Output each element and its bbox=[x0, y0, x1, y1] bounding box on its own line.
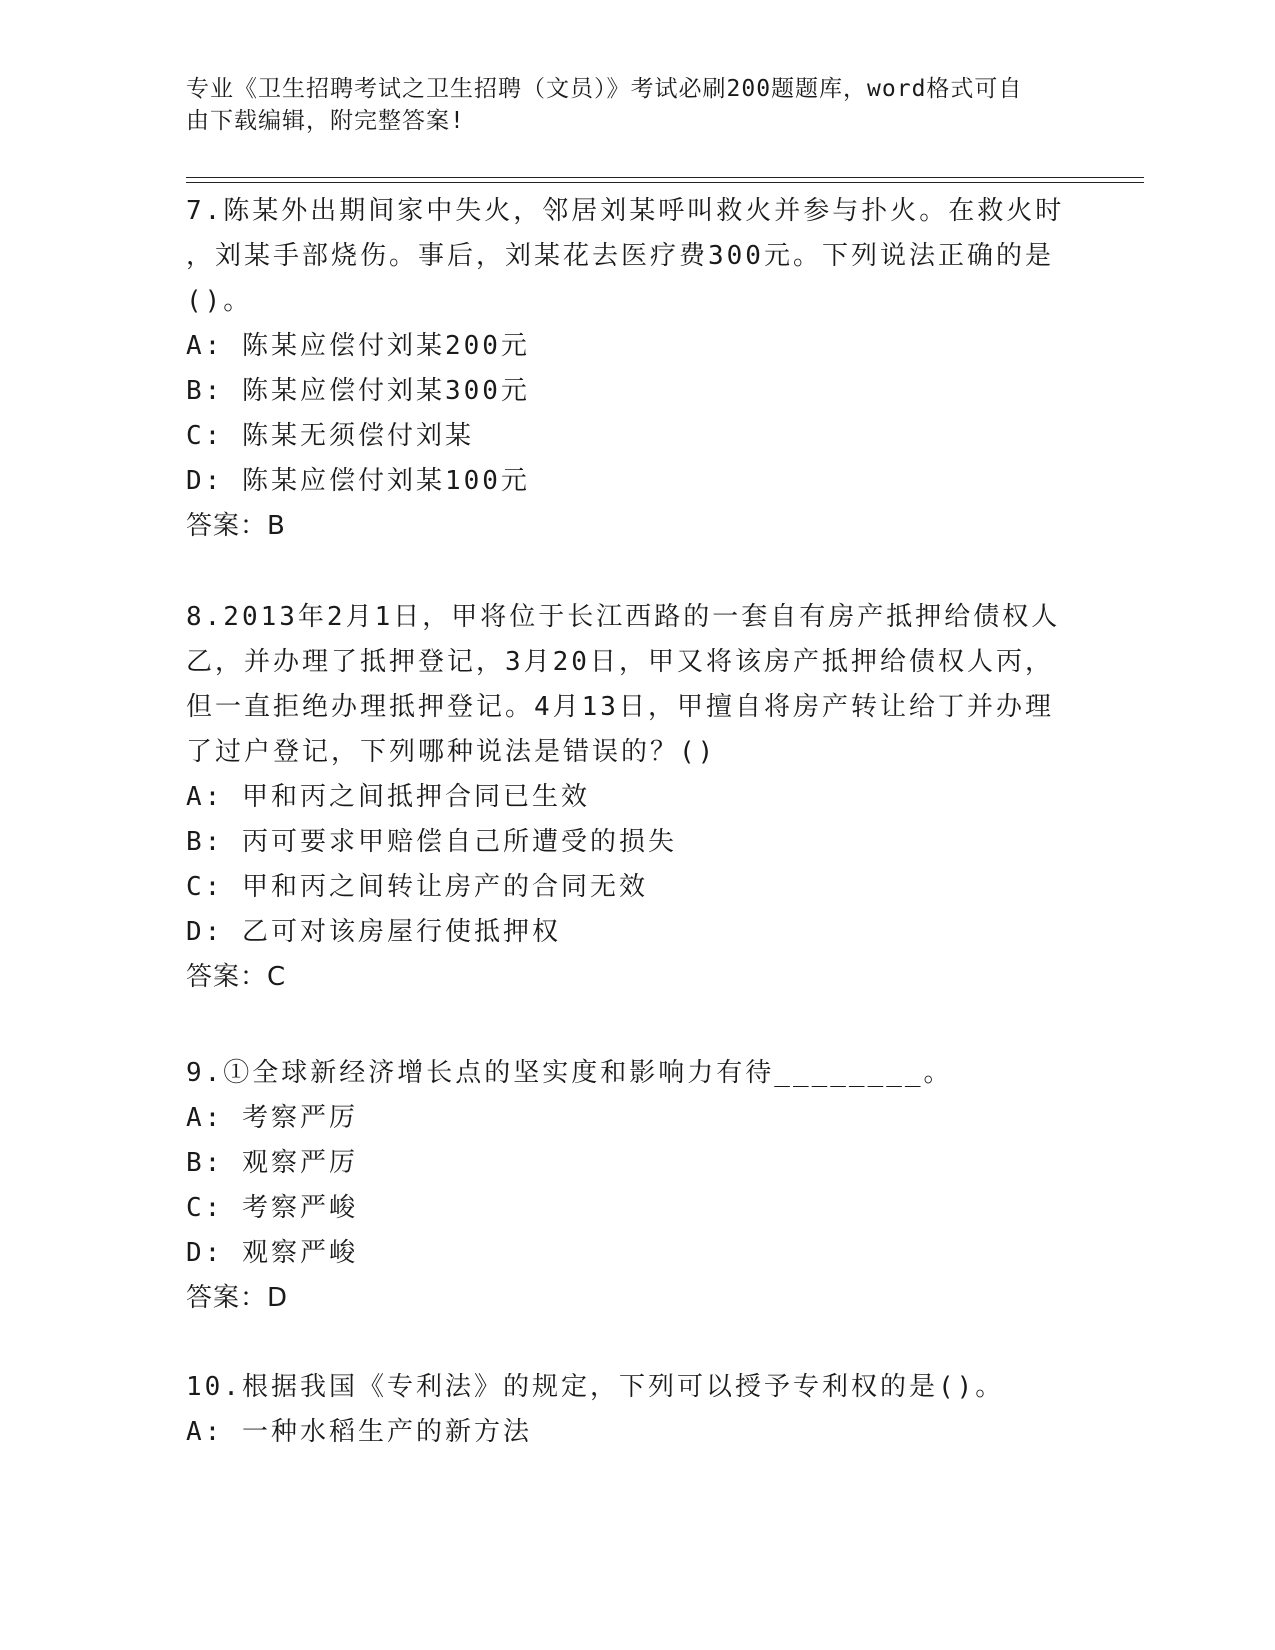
header-divider-top bbox=[186, 177, 1144, 178]
question-stem-line: ()。 bbox=[186, 286, 253, 316]
question-8 bbox=[186, 595, 1066, 1000]
question-stem-line: 乙，并办理了抵押登记，3月20日，甲又将该房产抵押给债权人丙， bbox=[186, 647, 1054, 677]
question-9 bbox=[186, 1051, 1066, 1321]
question-10 bbox=[186, 1365, 1066, 1455]
option-a: A: 陈某应偿付刘某200元 bbox=[186, 331, 530, 361]
option-b: B: 陈某应偿付刘某300元 bbox=[186, 376, 530, 406]
option-b: B: 观察严厉 bbox=[186, 1148, 358, 1178]
option-c: C: 甲和丙之间转让房产的合同无效 bbox=[186, 872, 648, 902]
question-stem-line: 了过户登记，下列哪种说法是错误的？() bbox=[186, 737, 717, 767]
question-stem-line: 10.根据我国《专利法》的规定，下列可以授予专利权的是()。 bbox=[186, 1372, 1005, 1402]
option-c: C: 陈某无须偿付刘某 bbox=[186, 421, 474, 451]
question-stem-line: 但一直拒绝办理抵押登记。4月13日，甲擅自将房产转让给丁并办理 bbox=[186, 692, 1054, 722]
question-stem-line: ，刘某手部烧伤。事后，刘某花去医疗费300元。下列说法正确的是 bbox=[186, 241, 1054, 271]
option-b: B: 丙可要求甲赔偿自己所遭受的损失 bbox=[186, 827, 677, 857]
option-c: C: 考察严峻 bbox=[186, 1193, 358, 1223]
question-stem-line: 7.陈某外出期间家中失火，邻居刘某呼叫救火并参与扑火。在救火时 bbox=[186, 196, 1065, 226]
option-d: D: 陈某应偿付刘某100元 bbox=[186, 466, 530, 496]
answer-label: 答案：B bbox=[186, 511, 286, 541]
question-stem-line: 9.①全球新经济增长点的坚实度和影响力有待________。 bbox=[186, 1058, 953, 1088]
option-d: D: 观察严峻 bbox=[186, 1238, 358, 1268]
option-a: A: 考察严厉 bbox=[186, 1103, 358, 1133]
option-a: A: 一种水稻生产的新方法 bbox=[186, 1417, 532, 1447]
option-d: D: 乙可对该房屋行使抵押权 bbox=[186, 917, 561, 947]
answer-label: 答案：D bbox=[186, 1283, 289, 1313]
option-a: A: 甲和丙之间抵押合同已生效 bbox=[186, 782, 590, 812]
header-line-2: 由下载编辑，附完整答案! bbox=[186, 108, 465, 134]
question-7 bbox=[186, 189, 1066, 549]
header-line-1: 专业《卫生招聘考试之卫生招聘（文员）》考试必刷200题题库，word格式可自 bbox=[186, 76, 1023, 102]
document-header bbox=[186, 73, 1056, 137]
header-divider-bottom bbox=[186, 182, 1144, 183]
question-stem-line: 8.2013年2月1日，甲将位于长江西路的一套自有房产抵押给债权人 bbox=[186, 602, 1061, 632]
answer-label: 答案：C bbox=[186, 962, 287, 992]
